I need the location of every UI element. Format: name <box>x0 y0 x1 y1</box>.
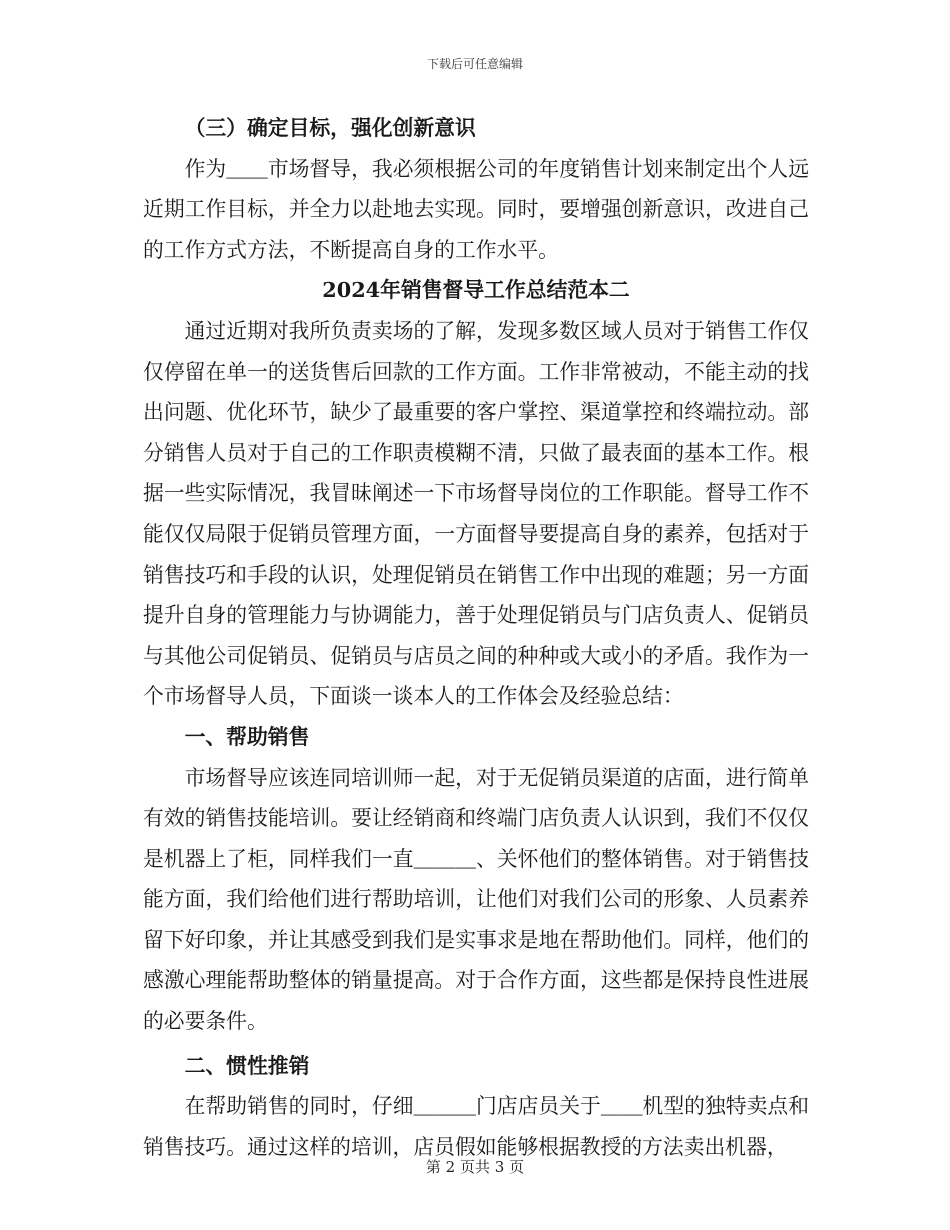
page-header: 下载后可任意编辑 <box>426 57 523 71</box>
paragraph-1: 市场督导应该连同培训师一起，对于无促销员渠道的店面，进行简单有效的销售技能培训。要让经销商和终端门店负责人认识到，我们不仅仅是机器上了柜，同样我们一直＿＿＿、关怀他们的整体销售。对于销售技能方面，我们给他们进行帮助培训，让他们对我们公司的形象、人员素养留下好印象，并让其感受到我们是实事求是地在帮助他们。同样，他们的感激心理能帮助整体的销量提高。对于合作方面，这些都是保持良性进展的必要条件。 <box>143 765 809 1034</box>
paragraph-3: 作为＿＿市场督导，我必须根据公司的年度销售计划来制定出个人远近期工作目标，并全力以赴地去实现。同时，要增强创新意识，改进自己的工作方式方法，不断提高自身的工作水平。 <box>143 156 809 262</box>
section-heading-1: 一、帮助销售 <box>184 723 310 749</box>
paragraph-2: 在帮助销售的同时，仔细＿＿＿门店店员关于＿＿机型的独特卖点和销售技巧。通过这样的培训，店员假如能够根据教授的方法卖出机器， <box>143 1094 809 1159</box>
page-content <box>143 108 809 1167</box>
section-heading-3: （三）确定目标，强化创新意识 <box>184 115 476 140</box>
document-title: 2024年销售督导工作总结范本二 <box>322 277 630 303</box>
page-footer: 第 2 页共 3 页 <box>425 1158 525 1176</box>
intro-paragraph: 通过近期对我所负责卖场的了解，发现多数区域人员对于销售工作仅仅停留在单一的送货售后回款的工作方面。工作非常被动，不能主动的找出问题、优化环节，缺少了最重要的客户掌控、渠道掌控和终端拉动。部分销售人员对于自己的工作职责模糊不清，只做了最表面的基本工作。根据一些实际情况，我冒昧阐述一下市场督导岗位的工作职能。督导工作不能仅仅局限于促销员管理方面，一方面督导要提高自身的素养，包括对于销售技巧和手段的认识，处理促销员在销售工作中出现的难题；另一方面提升自身的管理能力与协调能力，善于处理促销员与门店负责人、促销员与其他公司促销员、促销员与店员之间的种种或大或小的矛盾。我作为一个市场督导人员，下面谈一谈本人的工作体会及经验总结： <box>143 318 809 709</box>
section-heading-2: 二、惯性推销 <box>184 1052 310 1078</box>
